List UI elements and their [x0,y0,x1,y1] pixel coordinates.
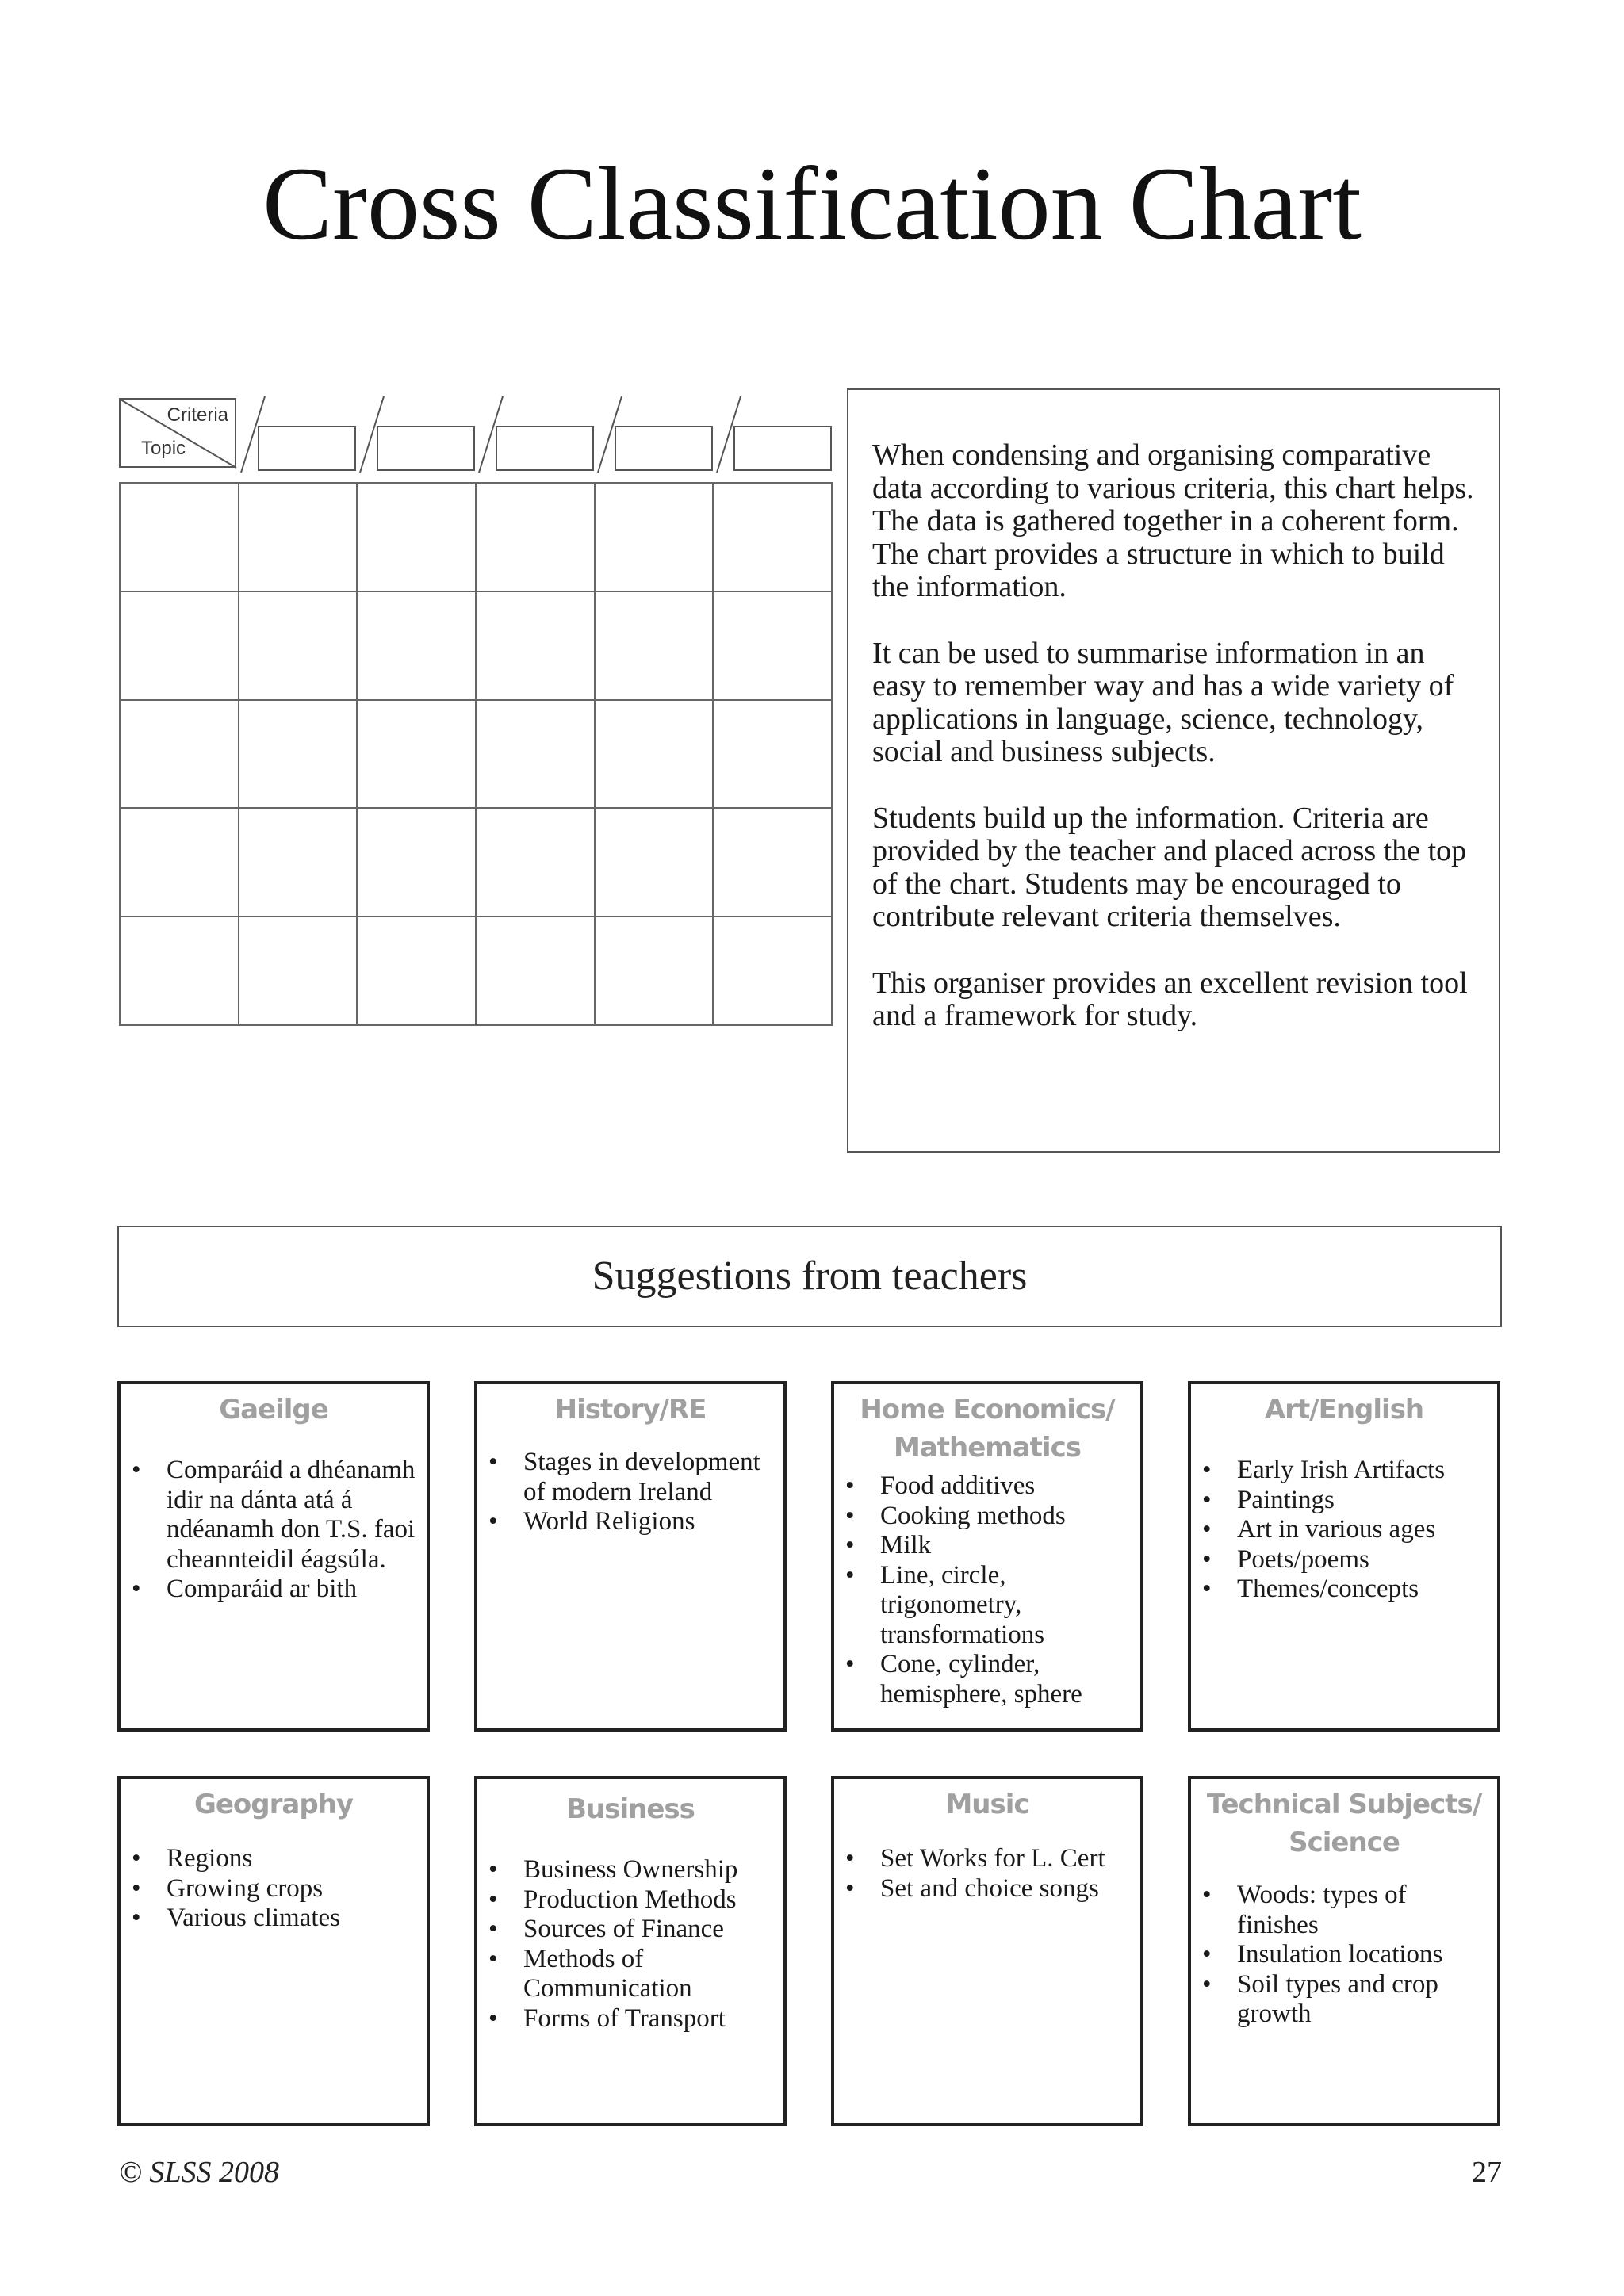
list-item: • Themes/concepts [1202,1575,1491,1605]
chart-row [120,591,832,700]
chart-cell[interactable] [476,483,595,591]
topic-cell[interactable] [120,591,239,700]
criteria-topic-header-cell [119,398,236,468]
chart-cell[interactable] [713,808,832,916]
chart-cell[interactable] [476,591,595,700]
chart-cell[interactable] [239,591,358,700]
card-title: History/RE [554,1394,707,1425]
card-list [1191,1881,1497,2030]
chart-cell[interactable] [476,700,595,809]
chart-cell[interactable] [239,483,358,591]
card-title: Gaeilge [219,1394,328,1425]
list-item: • World Religions [488,1507,777,1537]
list-item: • Food additives [845,1471,1134,1502]
description-paragraph: When condensing and organising comparative data according to various criteria, this chart helps. The data is gathered together in a coherent form. The chart provides a structure in which to build the information. [872,438,1474,603]
card-title: Technical Subjects/ Science [1206,1789,1482,1858]
criteria-label: Criteria [167,404,228,426]
list-item: • Milk [845,1531,1134,1561]
card-list [121,1844,427,1934]
criteria-cell[interactable] [733,426,832,471]
chart-cell[interactable] [357,700,476,809]
list-item: • Forms of Transport [488,2004,777,2034]
chart-cell[interactable] [595,591,714,700]
list-item: • Stages in development of modern Ireland [488,1448,777,1507]
chart-row [120,700,832,809]
criteria-cell[interactable] [615,426,713,471]
list-item: • Various climates [132,1904,420,1934]
topic-cell[interactable] [120,700,239,809]
card-list [834,1471,1140,1709]
chart-cell[interactable] [595,916,714,1025]
chart-cell[interactable] [239,808,358,916]
chart-cell[interactable] [357,591,476,700]
chart-cell[interactable] [595,483,714,591]
chart-cell[interactable] [476,916,595,1025]
suggestion-card [1188,1776,1500,2126]
suggestion-card [474,1776,787,2126]
chart-cell[interactable] [595,700,714,809]
chart-cell[interactable] [713,591,832,700]
list-item: • Business Ownership [488,1855,777,1885]
chart-cell[interactable] [239,916,358,1025]
card-list [477,1448,783,1537]
list-item: • Set and choice songs [845,1874,1134,1904]
topic-cell[interactable] [120,916,239,1025]
chart-cell[interactable] [357,808,476,916]
card-title: Business [566,1793,695,1825]
list-item: • Methods of Communication [488,1945,777,2004]
suggestion-card [117,1381,430,1732]
card-list [121,1456,427,1605]
list-item: • Poets/poems [1202,1545,1491,1575]
suggestion-card [474,1381,787,1732]
criteria-cell[interactable] [258,426,356,471]
chart-cell[interactable] [713,700,832,809]
chart-cell[interactable] [713,483,832,591]
card-title: Home Economics/ Mathematics [860,1394,1115,1464]
list-item: • Production Methods [488,1885,777,1915]
list-item: • Regions [132,1844,420,1874]
chart-row [120,483,832,591]
card-title: Art/English [1264,1394,1424,1425]
criteria-cell[interactable] [377,426,475,471]
description-paragraph: Students build up the information. Criteria are provided by the teacher and placed across the top of the chart. Students may be encouraged to contribute relevant criteria themselves. [872,801,1467,933]
suggestion-card [1188,1381,1500,1732]
list-item: • Set Works for L. Cert [845,1844,1134,1874]
list-item: • Line, circle, trigonometry, transformations [845,1561,1134,1651]
description-paragraph: This organiser provides an excellent revision tool and a framework for study. [872,966,1468,1032]
page-title: Cross Classification Chart [262,145,1362,262]
list-item: • Woods: types of finishes [1202,1881,1491,1940]
suggestions-heading: Suggestions from teachers [117,1226,1502,1327]
list-item: • Soil types and crop growth [1202,1970,1491,2030]
chart-grid [119,482,833,1026]
list-item: • Sources of Finance [488,1915,777,1945]
chart-row [120,916,832,1025]
list-item: • Early Irish Artifacts [1202,1456,1491,1486]
topic-label: Topic [141,438,186,459]
card-list [834,1844,1140,1904]
suggestion-card [831,1381,1143,1732]
topic-cell[interactable] [120,808,239,916]
list-item: • Cone, cylinder, hemisphere, sphere [845,1650,1134,1709]
chart-cell[interactable] [713,916,832,1025]
list-item: • Comparáid ar bith [132,1575,420,1605]
card-list [477,1855,783,2034]
chart-cell[interactable] [595,808,714,916]
card-title: Music [945,1789,1029,1820]
chart-cell[interactable] [357,916,476,1025]
topic-cell[interactable] [120,483,239,591]
criteria-cell[interactable] [496,426,594,471]
card-list [1191,1456,1497,1605]
page-number: 27 [1472,2156,1502,2189]
chart-cell[interactable] [239,700,358,809]
list-item: • Comparáid a dhéanamh idir na dánta atá á ndéanamh don T.S. faoi cheannteidil éagsúla. [132,1456,420,1575]
list-item: • Paintings [1202,1486,1491,1516]
list-item: • Cooking methods [845,1502,1134,1532]
card-title: Geography [193,1789,354,1820]
chart-cell[interactable] [357,483,476,591]
description-box [847,388,1500,1153]
list-item: • Insulation locations [1202,1940,1491,1970]
copyright: © SLSS 2008 [119,2156,280,2189]
list-item: • Art in various ages [1202,1515,1491,1545]
list-item: • Growing crops [132,1874,420,1904]
suggestion-card [831,1776,1143,2126]
suggestion-card [117,1776,430,2126]
chart-cell[interactable] [476,808,595,916]
description-paragraph: It can be used to summarise information in an easy to remember way and has a wide variety of applications in language, science, technology, social and business subjects. [872,636,1454,768]
chart-row [120,808,832,916]
